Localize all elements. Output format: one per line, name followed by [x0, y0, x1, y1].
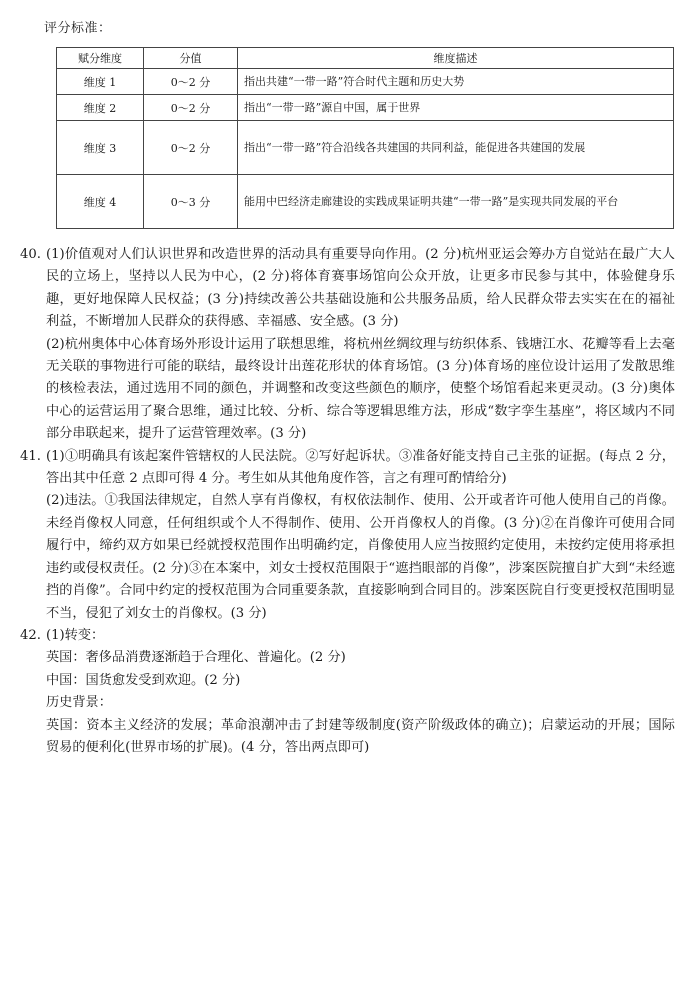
question-42 [20, 625, 675, 759]
cell-score: 0～2 分 [144, 95, 238, 121]
table-row [57, 95, 674, 121]
cell-dimension: 维度 4 [57, 175, 144, 229]
cell-description: 指出共建“一带一路”符合时代主题和历史大势 [238, 69, 674, 95]
table-row [57, 69, 674, 95]
rubric-header-row [57, 48, 674, 69]
header-dimension: 赋分维度 [57, 48, 144, 69]
header-score: 分值 [144, 48, 238, 69]
question-41 [20, 446, 675, 625]
cell-description: 指出“一带一路”符合沿线各共建国的共同利益，能促进各共建国的发展 [238, 121, 674, 175]
answer-part: 英国：资本主义经济的发展；革命浪潮冲击了封建等级制度(资产阶级政体的确立)；启蒙运动的开展；国际贸易的便利化(世界市场的扩展)。(4 分，答出两点即可) [46, 717, 675, 755]
question-number: 42. [20, 627, 41, 643]
table-row [57, 175, 674, 229]
cell-score: 0～2 分 [144, 69, 238, 95]
question-number: 41. [20, 448, 41, 464]
scoring-criteria-label: 评分标准： [44, 21, 112, 36]
rubric-table [56, 47, 674, 229]
cell-score: 0～3 分 [144, 175, 238, 229]
answer-part: (1)转变： [46, 627, 105, 643]
answer-part: (2)违法。①我国法律规定，自然人享有肖像权，有权依法制作、使用、公开或者许可他人使用自己的肖像。未经肖像权人同意，任何组织或个人不得制作、使用、公开肖像权人的肖像。(3 分)②在肖像许可使用合同履行中，缔约双方如果已经就授权范围作出明确约定，肖像使用人应当按照约定使用，未按约定使用将承担违约或侵权责任。(2 分)③在本案中，刘女士授权范围限于“遮挡眼部的肖像”，涉案医院擅自扩大到“未经遮挡的肖像”。合同中约定的授权范围为合同重要条款，直接影响到合同目的。涉案医院自行变更授权范围明显不当，侵犯了刘女士的肖像权。(3 分) [46, 493, 675, 621]
answer-part: 中国：国货愈发受到欢迎。(2 分) [46, 672, 241, 688]
answer-part: 英国：奢侈品消费逐渐趋于合理化、普遍化。(2 分) [46, 650, 346, 666]
answer-part: (1)价值观对人们认识世界和改造世界的活动具有重要导向作用。(2 分)杭州亚运会筹办方自觉站在最广大人民的立场上，坚持以人民为中心，(2 分)将体育赛事场馆向公众开放，让更多市民参与其中，体验健身乐趣，更好地保障人民权益；(3 分)持续改善公共基础设施和公共服务品质，给人民群众带去实实在在的福祉利益，不断增加人民群众的获得感、幸福感、安全感。(3 分) [46, 247, 675, 330]
question-number: 40. [20, 247, 41, 262]
question-40 [20, 244, 675, 446]
answer-part: (2)杭州奥体中心体育场外形设计运用了联想思维，将杭州丝绸纹理与纺织体系、钱塘江水、花瓣等看上去毫无关联的事物进行可能的联结，最终设计出莲花形状的体育场馆。(3 分)体育场的座位设计运用了发散思维的核检表法，通过选用不同的颜色，并调整和改变这些颜色的顺序，使整个场馆看起来更灵动。(3 分)奥体中心的运营运用了聚合思维，通过比较、分析、综合等逻辑思维方法，形成“数字孪生基座”，将区域内不同部分串联起来，提升了运营管理效率。(3 分) [46, 336, 675, 442]
answer-part: (1)①明确具有该起案件管辖权的人民法院。②写好起诉状。③准备好能支持自己主张的证据。(每点 2 分，答出其中任意 2 点即可得 4 分。考生如从其他角度作答，言之有理可酌情给分) [46, 448, 675, 487]
cell-dimension: 维度 3 [57, 121, 144, 175]
cell-score: 0～2 分 [144, 121, 238, 175]
answers-body [20, 244, 675, 759]
answer-part: 历史背景： [46, 695, 112, 711]
cell-description: 指出“一带一路”源自中国，属于世界 [238, 95, 674, 121]
cell-description: 能用中巴经济走廊建设的实践成果证明共建“一带一路”是实现共同发展的平台 [238, 175, 674, 229]
cell-dimension: 维度 2 [57, 95, 144, 121]
header-description: 维度描述 [238, 48, 674, 69]
cell-dimension: 维度 1 [57, 69, 144, 95]
table-row [57, 121, 674, 175]
